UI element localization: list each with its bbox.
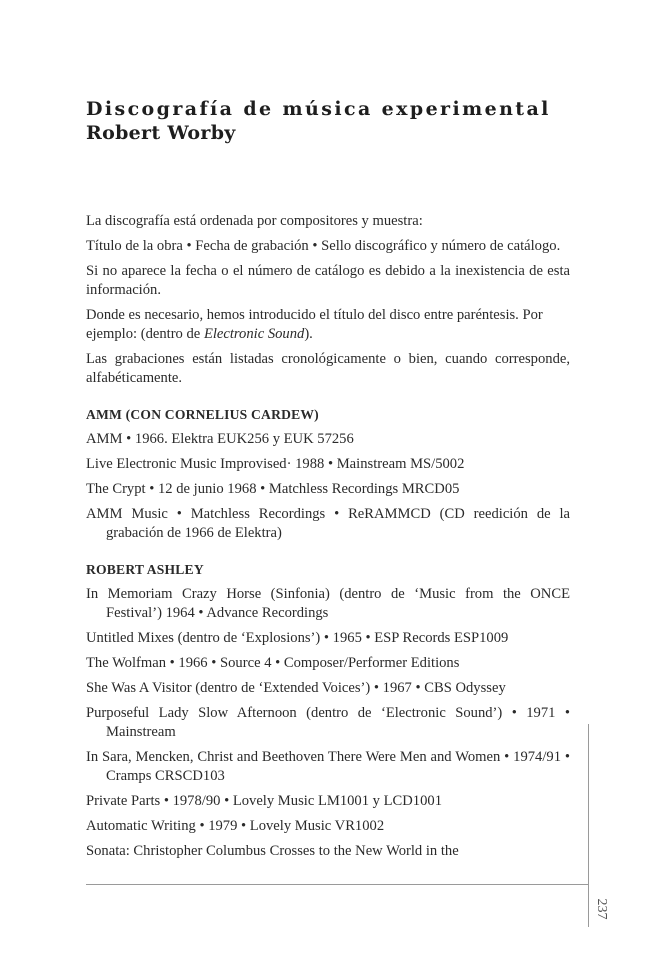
discography-entry: Automatic Writing • 1979 • Lovely Music VR1002: [86, 818, 385, 834]
intro-example-text: Donde es necesario, hemos introducido el título del disco entre paréntesis. Por ejemplo: (dentro de: [86, 307, 543, 342]
discography-entry: AMM • 1966. Elektra EUK256 y EUK 57256: [86, 431, 354, 447]
page-number: [592, 892, 610, 926]
discography-entry: Live Electronic Music Improvised· 1988 • Mainstream MS/5002: [86, 456, 465, 472]
page-number-text: 237: [594, 898, 609, 920]
page-content: [86, 212, 570, 861]
intro-paragraph-format: Título de la obra • Fecha de grabación • Sello discográfico y número de catálogo.: [86, 238, 561, 254]
intro-paragraph-missing-info: Si no aparece la fecha o el número de catálogo es debido a la inexistencia de esta información.: [86, 263, 570, 298]
discography-entry: AMM Music • Matchless Recordings • ReRAMMCD (CD reedición de la grabación de 1966 de Elektra): [86, 506, 570, 541]
discography-entry: Sonata: Christopher Columbus Crosses to the New World in the: [86, 843, 459, 859]
intro-example-end: ).: [304, 326, 313, 342]
intro-paragraph-titles: [86, 306, 570, 344]
title-line-discography: Discografía de música experimental: [86, 98, 551, 120]
section-robert-ashley: [86, 560, 570, 861]
title-line-author: Robert Worby: [86, 122, 236, 144]
page-title: [86, 97, 551, 145]
intro-paragraph-order: La discografía está ordenada por compositores y muestra:: [86, 213, 423, 229]
discography-entry: Untitled Mixes (dentro de ‘Explosions’) • 1965 • ESP Records ESP1009: [86, 630, 509, 646]
intro-paragraph-ordering: Las grabaciones están listadas cronológicamente o bien, cuando corresponde, alfabéticamente.: [86, 351, 570, 386]
discography-entry: In Memoriam Crazy Horse (Sinfonia) (dentro de ‘Music from the ONCE Festival’) 1964 • Advance Recordings: [86, 586, 570, 621]
section-amm: [86, 405, 570, 543]
margin-rule: [588, 724, 589, 927]
footer-rule: [86, 884, 589, 885]
discography-entry: Private Parts • 1978/90 • Lovely Music LM1001 y LCD1001: [86, 793, 442, 809]
discography-entry: She Was A Visitor (dentro de ‘Extended Voices’) • 1967 • CBS Odyssey: [86, 680, 506, 696]
discography-entry: In Sara, Mencken, Christ and Beethoven There Were Men and Women • 1974/91 • Cramps CRSCD103: [86, 749, 570, 784]
section-heading: ROBERT ASHLEY: [86, 562, 204, 577]
discography-entry: Purposeful Lady Slow Afternoon (dentro de ‘Electronic Sound’) • 1971 • Mainstream: [86, 705, 570, 740]
intro-section: [86, 212, 570, 388]
discography-entry: The Crypt • 12 de junio 1968 • Matchless Recordings MRCD05: [86, 481, 460, 497]
discography-entry: The Wolfman • 1966 • Source 4 • Composer/Performer Editions: [86, 655, 460, 671]
intro-example-italic: Electronic Sound: [203, 326, 305, 342]
section-heading: AMM (CON CORNELIUS CARDEW): [86, 407, 319, 422]
